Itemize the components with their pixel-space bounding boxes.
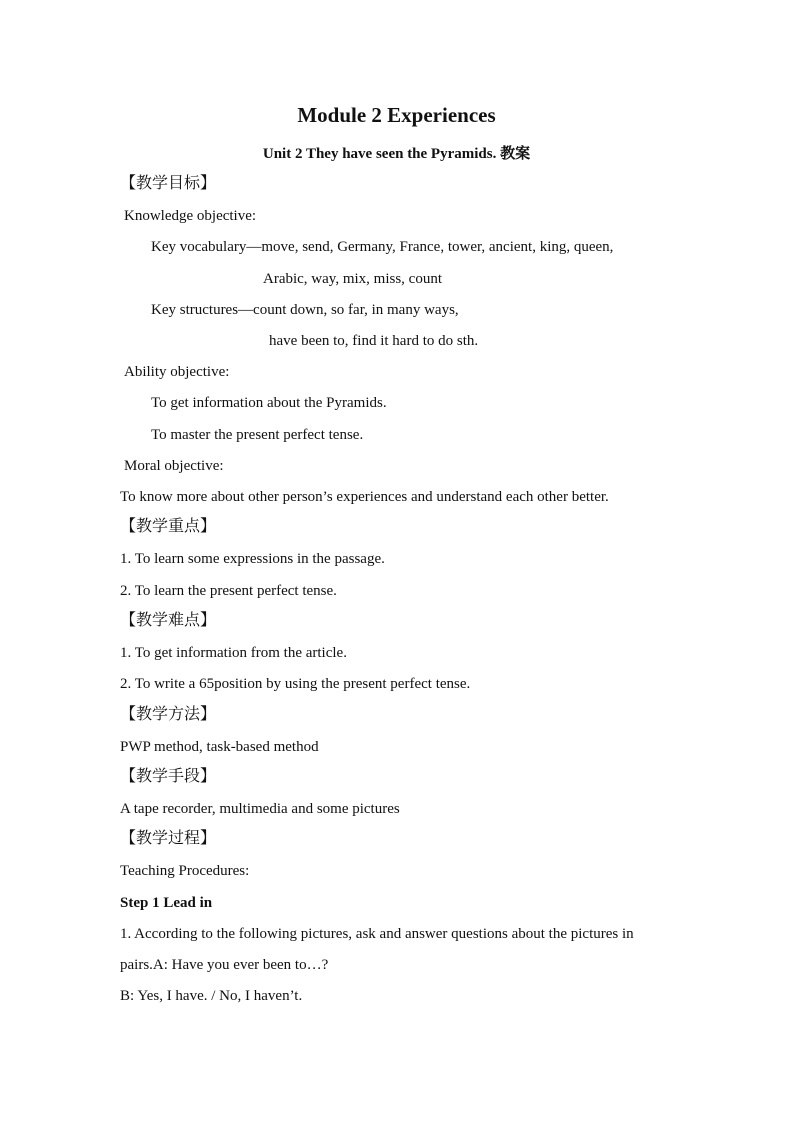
vocabulary-line-2: Arabic, way, mix, miss, count [263,271,442,287]
step1-line-1: 1. According to the following pictures, ask and answer questions about the pictures in [120,926,634,942]
page-title: Module 2 Experiences [297,103,496,127]
difficulties-heading: 【教学难点】 [120,612,217,629]
process-heading: 【教学过程】 [120,830,217,847]
step1-line-2: pairs.A: Have you ever been to…? [120,957,329,973]
knowledge-label: Knowledge objective: [124,208,257,224]
methods-heading: 【教学方法】 [120,706,217,723]
step1-title: Step 1 Lead in [120,895,213,911]
difficulty-item-2: 2. To write a 65position by using the present perfect tense. [120,676,471,692]
objectives-heading: 【教学目标】 [120,175,217,192]
key-point-item-2: 2. To learn the present perfect tense. [120,583,337,599]
ability-item-2: To master the present perfect tense. [151,427,364,443]
step1-line-3: B: Yes, I have. / No, I haven’t. [120,988,303,1004]
means-heading: 【教学手段】 [120,768,217,785]
page-subtitle: Unit 2 They have seen the Pyramids. 教案 [262,146,531,162]
methods-text: PWP method, task-based method [120,739,319,755]
vocabulary-line-1: Key vocabulary—move, send, Germany, France, tower, ancient, king, queen, [151,239,614,255]
key-point-item-1: 1. To learn some expressions in the passage. [120,551,385,567]
difficulty-item-1: 1. To get information from the article. [120,645,347,661]
procedures-label: Teaching Procedures: [120,863,250,879]
structures-line-2: have been to, find it hard to do sth. [269,333,479,349]
moral-item-1: To know more about other person’s experiences and understand each other better. [120,489,609,505]
structures-line-1: Key structures—count down, so far, in many ways, [151,302,459,318]
key-points-heading: 【教学重点】 [120,518,217,535]
means-text: A tape recorder, multimedia and some pictures [120,801,400,817]
ability-item-1: To get information about the Pyramids. [151,395,387,411]
ability-label: Ability objective: [124,364,230,380]
moral-label: Moral objective: [124,458,224,474]
